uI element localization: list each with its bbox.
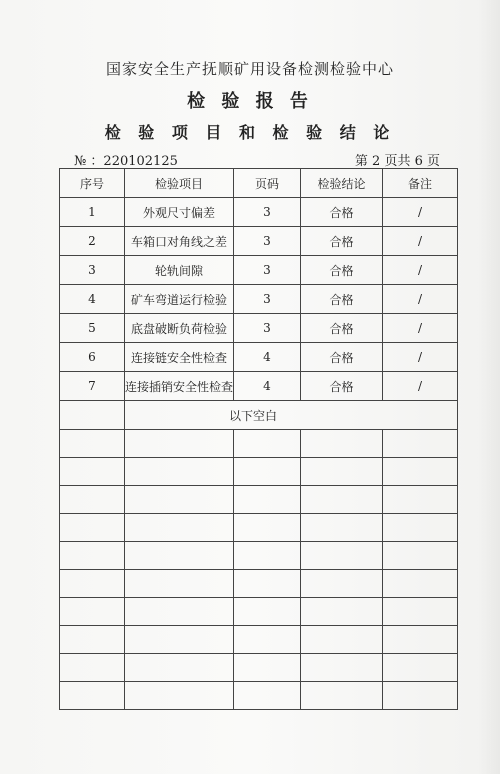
empty-row: [60, 682, 458, 710]
cell-remark: /: [383, 285, 458, 314]
inspection-items-table: [59, 168, 458, 710]
cell-page: 3: [234, 198, 301, 227]
cell-remark: /: [383, 314, 458, 343]
cell-item: 底盘破断负荷检验: [125, 314, 234, 343]
cell-result: 合格: [301, 227, 383, 256]
cell-item: 矿车弯道运行检验: [125, 285, 234, 314]
header-result: 检验结论: [301, 169, 383, 198]
cell-result: 合格: [301, 372, 383, 401]
blank-note: [125, 401, 458, 430]
empty-row: [60, 486, 458, 514]
empty-row: [60, 570, 458, 598]
table-row: [60, 314, 458, 343]
empty-row: [60, 458, 458, 486]
cell-page: 4: [234, 372, 301, 401]
cell-result: 合格: [301, 314, 383, 343]
cell-remark: /: [383, 227, 458, 256]
empty-row: [60, 626, 458, 654]
header-page: 页码: [234, 169, 301, 198]
cell-item: 外观尺寸偏差: [125, 198, 234, 227]
empty-row: [60, 430, 458, 458]
issuing-center-name: 国家安全生产抚顺矿用设备检测检验中心: [105, 60, 394, 78]
blank-note-text: 以下空白: [228, 408, 277, 423]
cell-remark: /: [383, 198, 458, 227]
section-title: 检 验 项 目 和 检 验 结 论: [104, 123, 396, 142]
table-row: [60, 198, 458, 227]
cell-remark: /: [383, 372, 458, 401]
header-no: 序号: [60, 169, 125, 198]
empty-row: [60, 598, 458, 626]
table-row: [60, 227, 458, 256]
cell-no: 5: [60, 314, 125, 343]
table-row: [60, 343, 458, 372]
cell-result: 合格: [301, 198, 383, 227]
cell-page: 3: [234, 285, 301, 314]
table-row: [60, 372, 458, 401]
empty-row: [60, 654, 458, 682]
cell-result: 合格: [301, 256, 383, 285]
cell-item: 连接插销安全性检查: [125, 372, 234, 401]
header-remark: 备注: [383, 169, 458, 198]
table-header-row: [60, 169, 458, 198]
cell-result: 合格: [301, 285, 383, 314]
blank-note-spacer: [60, 401, 125, 430]
cell-item: 轮轨间隙: [125, 256, 234, 285]
page-indicator: 第 2 页共 6 页: [354, 154, 440, 169]
cell-page: 4: [234, 343, 301, 372]
cell-no: 6: [60, 343, 125, 372]
cell-page: 3: [234, 227, 301, 256]
cell-no: 4: [60, 285, 125, 314]
cell-item: 车箱口对角线之差: [125, 227, 234, 256]
report-number: № ：220102125: [74, 154, 178, 169]
empty-row: [60, 514, 458, 542]
blank-note-row: [60, 401, 458, 430]
header-item: 检验项目: [125, 169, 234, 198]
cell-no: 2: [60, 227, 125, 256]
cell-remark: /: [383, 343, 458, 372]
cell-no: 1: [60, 198, 125, 227]
table-row: [60, 256, 458, 285]
cell-item: 连接链安全性检查: [125, 343, 234, 372]
cell-result: 合格: [301, 343, 383, 372]
cell-remark: /: [383, 256, 458, 285]
empty-row: [60, 542, 458, 570]
cell-no: 7: [60, 372, 125, 401]
cell-page: 3: [234, 256, 301, 285]
report-title: 检 验 报 告: [187, 91, 313, 112]
table-row: [60, 285, 458, 314]
page-edge-shadow: [478, 0, 500, 774]
cell-no: 3: [60, 256, 125, 285]
cell-page: 3: [234, 314, 301, 343]
